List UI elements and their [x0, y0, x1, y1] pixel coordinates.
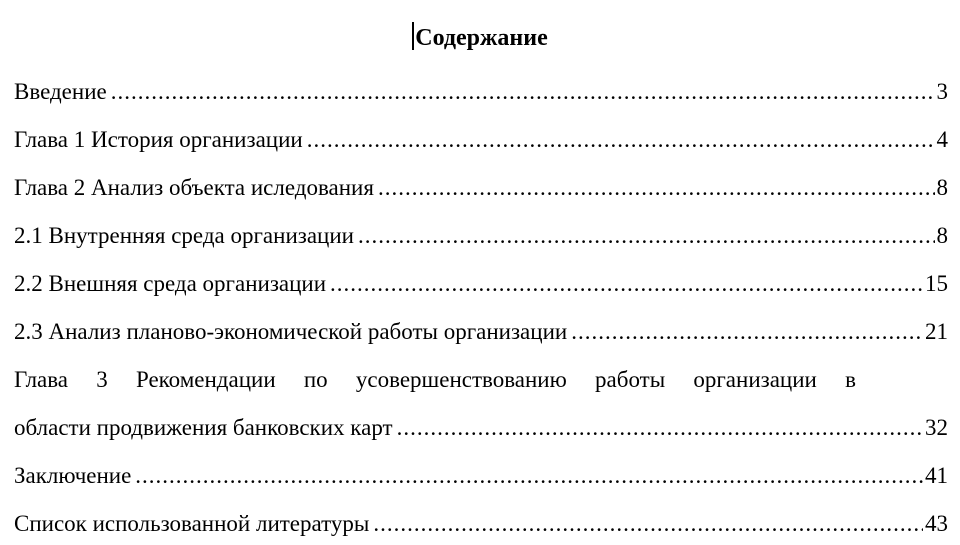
toc-word: 3	[96, 367, 108, 392]
toc-page-number: 8	[936, 223, 948, 248]
toc-word: Глава	[14, 367, 69, 392]
toc-dot-leader	[571, 312, 923, 352]
toc-entry-label: 2.1 Внутренняя среда организации	[14, 223, 354, 248]
toc-page-number: 32	[925, 415, 948, 440]
toc-entry-label: Глава 1 История организации	[14, 127, 303, 152]
toc-dot-leader	[397, 408, 923, 448]
toc-dot-leader	[111, 72, 935, 112]
title-text: Содержание	[415, 25, 548, 51]
toc-dot-leader	[373, 504, 923, 544]
page-title	[0, 22, 960, 54]
toc-entry-label: Введение	[14, 79, 107, 104]
toc-entry[interactable]	[14, 256, 948, 304]
toc-page-number: 3	[936, 79, 948, 104]
toc-entry[interactable]	[14, 304, 948, 352]
toc-entry[interactable]	[14, 160, 948, 208]
toc-dot-leader	[307, 120, 935, 160]
toc-word: в	[845, 367, 856, 392]
table-of-contents	[14, 64, 948, 544]
toc-entry[interactable]	[14, 64, 948, 112]
toc-entry[interactable]	[14, 112, 948, 160]
toc-page-number: 8	[936, 175, 948, 200]
toc-page-number: 43	[925, 511, 948, 536]
toc-entry-label: области продвижения банковских карт	[14, 415, 393, 440]
toc-dot-leader	[358, 216, 935, 256]
toc-page-number: 21	[925, 319, 948, 344]
toc-page-number: 4	[936, 127, 948, 152]
toc-entry-label: 2.2 Внешняя среда организации	[14, 271, 327, 296]
toc-word: организации	[693, 367, 817, 392]
toc-dot-leader	[135, 456, 923, 496]
toc-entry[interactable]	[14, 400, 948, 448]
toc-entry[interactable]	[14, 352, 948, 400]
toc-entry-label: Список использованной литературы	[14, 511, 370, 536]
toc-word: Рекомендации	[135, 367, 276, 392]
toc-entry-label	[14, 360, 856, 400]
toc-entry-label: Заключение	[14, 463, 132, 488]
toc-entry-label: 2.3 Анализ планово-экономической работы организации	[14, 319, 568, 344]
toc-page-number: 41	[925, 463, 948, 488]
toc-page-number: 15	[925, 271, 948, 296]
toc-dot-leader	[378, 168, 935, 208]
text-cursor	[412, 22, 414, 50]
toc-word: усовершенствованию	[355, 367, 567, 392]
toc-entry[interactable]	[14, 208, 948, 256]
toc-entry[interactable]	[14, 448, 948, 496]
toc-entry-label: Глава 2 Анализ объекта иследования	[14, 175, 374, 200]
toc-entry[interactable]	[14, 496, 948, 544]
toc-dot-leader	[330, 264, 923, 304]
toc-word: по	[303, 367, 328, 392]
toc-word: работы	[595, 367, 666, 392]
